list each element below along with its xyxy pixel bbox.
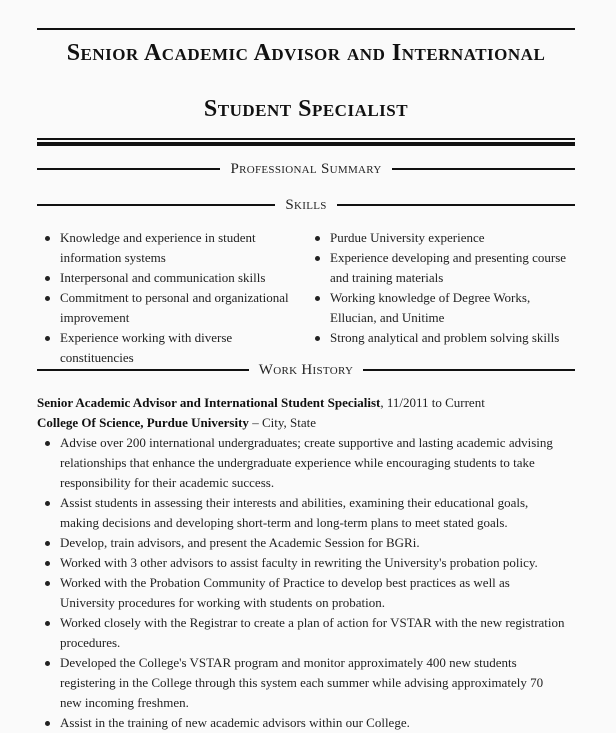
bullet-icon (45, 501, 50, 506)
job-company: College Of Science, Purdue University (37, 415, 249, 430)
job-location: – City, State (248, 415, 316, 430)
section-heading-work-history (37, 361, 575, 379)
duty-item: Worked with the Probation Community of Practice to develop best practices as well as University procedures for working with students on probation. (37, 573, 567, 613)
skill-item: Interpersonal and communication skills (37, 268, 307, 288)
section-label: Work History (258, 361, 354, 378)
bullet-icon (45, 236, 50, 241)
duty-item: Assist students in assessing their interests and abilities, examining their educational goals, making decisions and developing short-term and long-term plans to meet stated goals. (37, 493, 567, 533)
section-heading-professional-summary (37, 160, 575, 178)
bullet-icon (45, 721, 50, 726)
bullet-icon (315, 256, 320, 261)
bullet-icon (45, 336, 50, 341)
skill-item: Working knowledge of Degree Works, Ellucian, and Unitime (307, 288, 575, 328)
resume-title-line1: Senior Academic Advisor and International (66, 40, 546, 66)
job-duties-list (37, 433, 567, 733)
bullet-icon (45, 276, 50, 281)
bullet-icon (315, 296, 320, 301)
duty-item: Worked with 3 other advisors to assist faculty in rewriting the University's probation policy. (37, 553, 567, 573)
bullet-icon (45, 441, 50, 446)
bullet-icon (45, 561, 50, 566)
skills-column-right (307, 228, 575, 368)
bullet-icon (315, 236, 320, 241)
duty-item: Advise over 200 international undergraduates; create supportive and lasting academic advising relationships that enhance the undergraduate experience while encouraging students to take responsibility for their academic success. (37, 433, 567, 493)
section-label: Professional Summary (230, 160, 382, 177)
job-title: Senior Academic Advisor and International Student Specialist (37, 395, 381, 410)
duty-item: Worked closely with the Registrar to create a plan of action for VSTAR with the new registration procedures. (37, 613, 567, 653)
skills-list (37, 228, 575, 368)
divider (363, 369, 575, 371)
skill-item: Strong analytical and problem solving skills (307, 328, 575, 348)
skill-item: Experience working with diverse constituencies (37, 328, 307, 368)
section-heading-skills (37, 196, 575, 214)
bullet-icon (45, 296, 50, 301)
skill-item: Knowledge and experience in student information systems (37, 228, 307, 268)
skills-column-left (37, 228, 307, 368)
divider (37, 204, 275, 206)
duty-item: Assist in the training of new academic advisors within our College. (37, 713, 567, 733)
skill-item: Experience developing and presenting course and training materials (307, 248, 575, 288)
duty-item: Develop, train advisors, and present the Academic Session for BGRi. (37, 533, 567, 553)
bullet-icon (45, 541, 50, 546)
bullet-icon (45, 581, 50, 586)
top-rule (37, 28, 575, 30)
bullet-icon (45, 621, 50, 626)
duty-item: Developed the College's VSTAR program and monitor approximately 400 new students registering in the College through this system each summer while advising approximately 70 new incoming freshmen. (37, 653, 567, 713)
skill-item: Purdue University experience (307, 228, 575, 248)
skill-item: Commitment to personal and organizational improvement (37, 288, 307, 328)
section-label: Skills (285, 196, 327, 213)
job-dates: , 11/2011 to Current (380, 395, 485, 410)
job-title-line (37, 393, 485, 413)
divider (37, 369, 249, 371)
divider (392, 168, 575, 170)
title-rule-thin (37, 138, 575, 140)
divider (337, 204, 575, 206)
job-company-line (37, 413, 316, 433)
bullet-icon (45, 661, 50, 666)
title-rule-thick (37, 142, 575, 146)
divider (37, 168, 220, 170)
bullet-icon (315, 336, 320, 341)
resume-title-line2: Student Specialist (203, 96, 409, 122)
